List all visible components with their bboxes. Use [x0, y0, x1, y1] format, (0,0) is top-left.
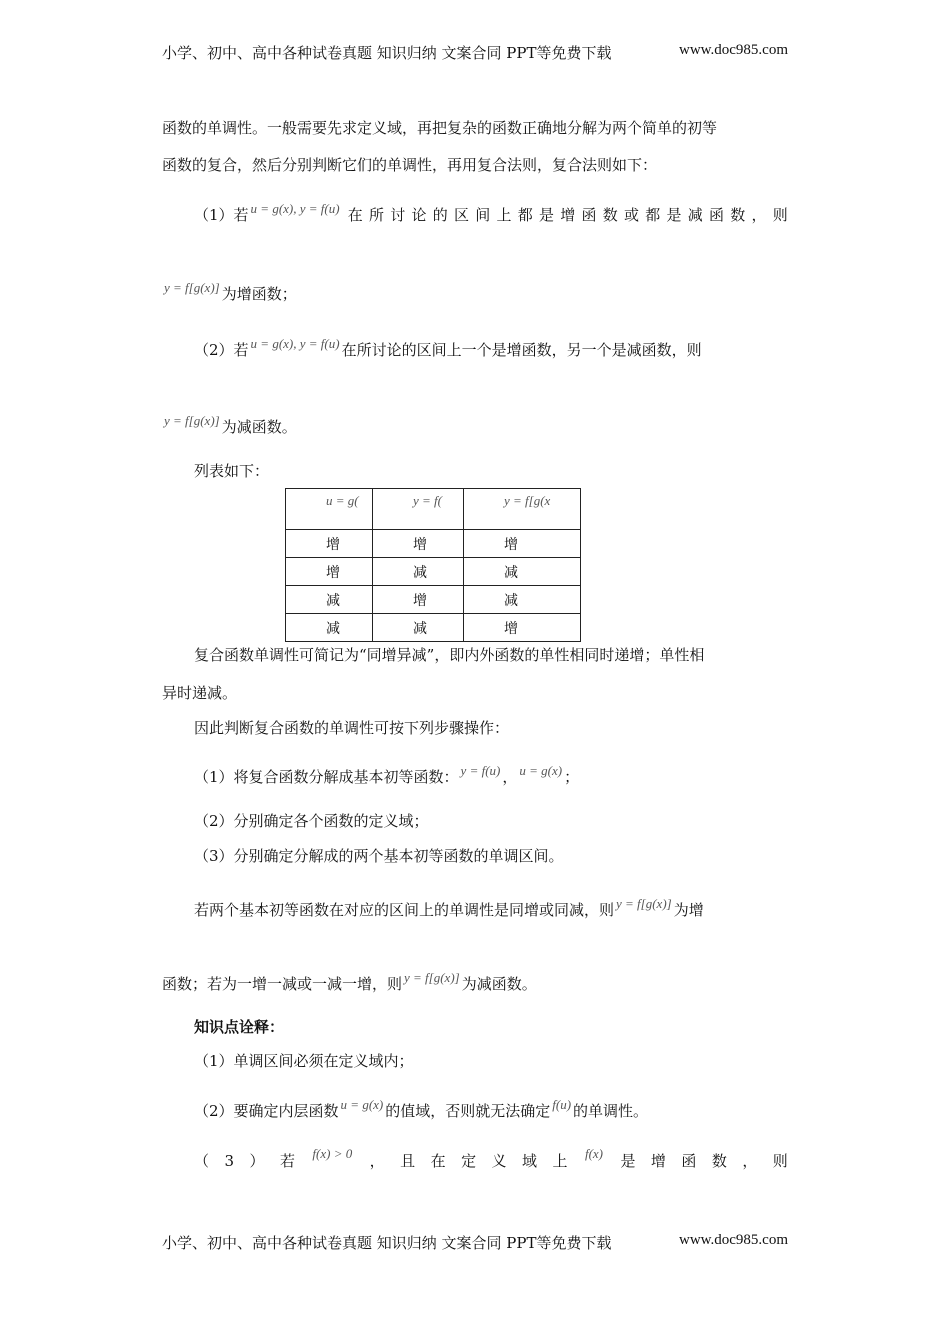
rule2-text: 在所讨论的区间上一个是增函数，另一个是减函数，则 — [341, 341, 702, 359]
rule2-prefix: （2）若 — [194, 341, 249, 359]
step1-math1: y = f(u) — [460, 763, 501, 778]
rule1-char: 讨 — [390, 206, 406, 224]
table-row — [286, 558, 581, 586]
rule1-line — [194, 201, 788, 226]
header-url[interactable]: www.doc985.com — [678, 42, 788, 58]
rule1-char: 间 — [475, 206, 491, 224]
summary-line1: 复合函数单调性可简记为“同增异减”，即内外函数的单性相同时递增；单性相 — [194, 646, 705, 664]
rule1-char: 函 — [581, 206, 597, 224]
notes-title: 知识点诠释： — [194, 1018, 285, 1036]
rule2-result-text: 为减函数。 — [221, 418, 297, 436]
note3-math2: f(x) — [584, 1146, 603, 1161]
rule1-math: u = g(x), y = f(u) — [250, 201, 340, 216]
rule2-result — [162, 413, 788, 438]
note-3: （ 3 ） 若 f(x) > 0 ， 且 在 定 义 域 上 f(x) 是 增 函 数 ， 则 — [194, 1146, 788, 1170]
rule1-char: 增 — [560, 206, 576, 224]
table-cell: 减 — [373, 614, 464, 642]
table-cell: 增 — [286, 530, 373, 558]
table-cell: 增 — [464, 614, 581, 642]
table-cell: 增 — [464, 530, 581, 558]
table-cell: 增 — [373, 586, 464, 614]
summary-line2: 异时递减。 — [162, 684, 238, 702]
rule1-char: 所 — [369, 206, 385, 224]
table-cell: 减 — [464, 586, 581, 614]
table-row — [286, 586, 581, 614]
step-3: （3）分别确定分解成的两个基本初等函数的单调区间。 — [194, 847, 564, 865]
note3-math1: f(x) > 0 — [312, 1146, 353, 1161]
table-row — [286, 530, 581, 558]
composition-table — [285, 488, 581, 642]
footer-text: 小学、初中、高中各种试卷真题 知识归纳 文案合同 PPT等免费下载 — [162, 1234, 612, 1252]
para1-line2: 函数的复合，然后分别判断它们的单调性，再用复合法则，复合法则如下： — [162, 156, 658, 174]
header-text: 小学、初中、高中各种试卷真题 知识归纳 文案合同 PPT等免费下载 — [162, 44, 612, 62]
rule1-char: 都 — [517, 206, 533, 224]
rule1-char: ， — [751, 206, 767, 224]
table-cell: 增 — [373, 530, 464, 558]
table-cell: 减 — [464, 558, 581, 586]
rule2-line — [194, 336, 788, 361]
rule1-char: 上 — [496, 206, 512, 224]
rule1-char: 数 — [602, 206, 618, 224]
table-cell: 增 — [286, 558, 373, 586]
rule1-char: 减 — [687, 206, 703, 224]
rule1-char: 数 — [730, 206, 746, 224]
table-header-row — [286, 489, 581, 530]
para1-line1: 函数的单调性。一般需要先求定义域，再把复杂的函数正确地分解为两个简单的初等 — [162, 119, 718, 137]
table-row — [286, 614, 581, 642]
page-header — [162, 42, 788, 63]
rule1-char: 在 — [347, 206, 363, 224]
conclusion-math1: y = f[g(x)] — [616, 896, 672, 911]
table-intro: 列表如下： — [194, 462, 270, 480]
rule1-char: 函 — [709, 206, 725, 224]
table-cell: 减 — [286, 614, 373, 642]
step-2: （2）分别确定各个函数的定义域； — [194, 812, 429, 830]
rule2-result-math: y = f[g(x)] — [164, 413, 220, 428]
step-1: （1）将复合函数分解成基本初等函数： y = f(u) ， u = g(x) ； — [194, 763, 580, 786]
rule1-result-math: y = f[g(x)] — [164, 280, 220, 295]
rule1-result-text: 为增函数； — [221, 285, 297, 303]
conclusion-math2: y = f[g(x)] — [404, 970, 460, 985]
conclusion-line1: 若两个基本初等函数在对应的区间上的单调性是同增或同减，则 y = f[g(x)] 为增 — [194, 896, 704, 919]
note2-math2: f(u) — [552, 1097, 572, 1112]
page-footer — [162, 1232, 788, 1253]
table-cell: 减 — [286, 586, 373, 614]
rule1-prefix: （1）若 u = g(x), y = f(u) — [194, 201, 340, 224]
table-header: y = f( — [373, 489, 464, 530]
footer-url[interactable]: www.doc985.com — [678, 1232, 788, 1248]
conclusion-line2: 函数；若为一增一减或一减一增，则 y = f[g(x)] 为减函数。 — [162, 970, 537, 993]
rule1-char: 则 — [772, 206, 788, 224]
note-1: （1）单调区间必须在定义域内； — [194, 1052, 414, 1070]
table-header: u = g( — [286, 489, 373, 530]
rule1-char: 是 — [666, 206, 682, 224]
steps-intro: 因此判断复合函数的单调性可按下列步骤操作： — [194, 719, 510, 737]
rule1-char: 都 — [645, 206, 661, 224]
rule1-result — [162, 280, 788, 305]
note2-math1: u = g(x) — [340, 1097, 384, 1112]
step1-math2: u = g(x) — [519, 763, 563, 778]
rule1-char: 是 — [539, 206, 555, 224]
table-header: y = f[g(x — [464, 489, 581, 530]
rule1-char: 区 — [454, 206, 470, 224]
rule2-math: u = g(x), y = f(u) — [250, 336, 340, 351]
table-cell: 减 — [373, 558, 464, 586]
rule1-char: 或 — [624, 206, 640, 224]
rule1-char: 论 — [411, 206, 427, 224]
note-2: （2）要确定内层函数 u = g(x) 的值域，否则就无法确定 f(u) 的单调性。 — [194, 1097, 649, 1120]
rule1-char: 的 — [432, 206, 448, 224]
